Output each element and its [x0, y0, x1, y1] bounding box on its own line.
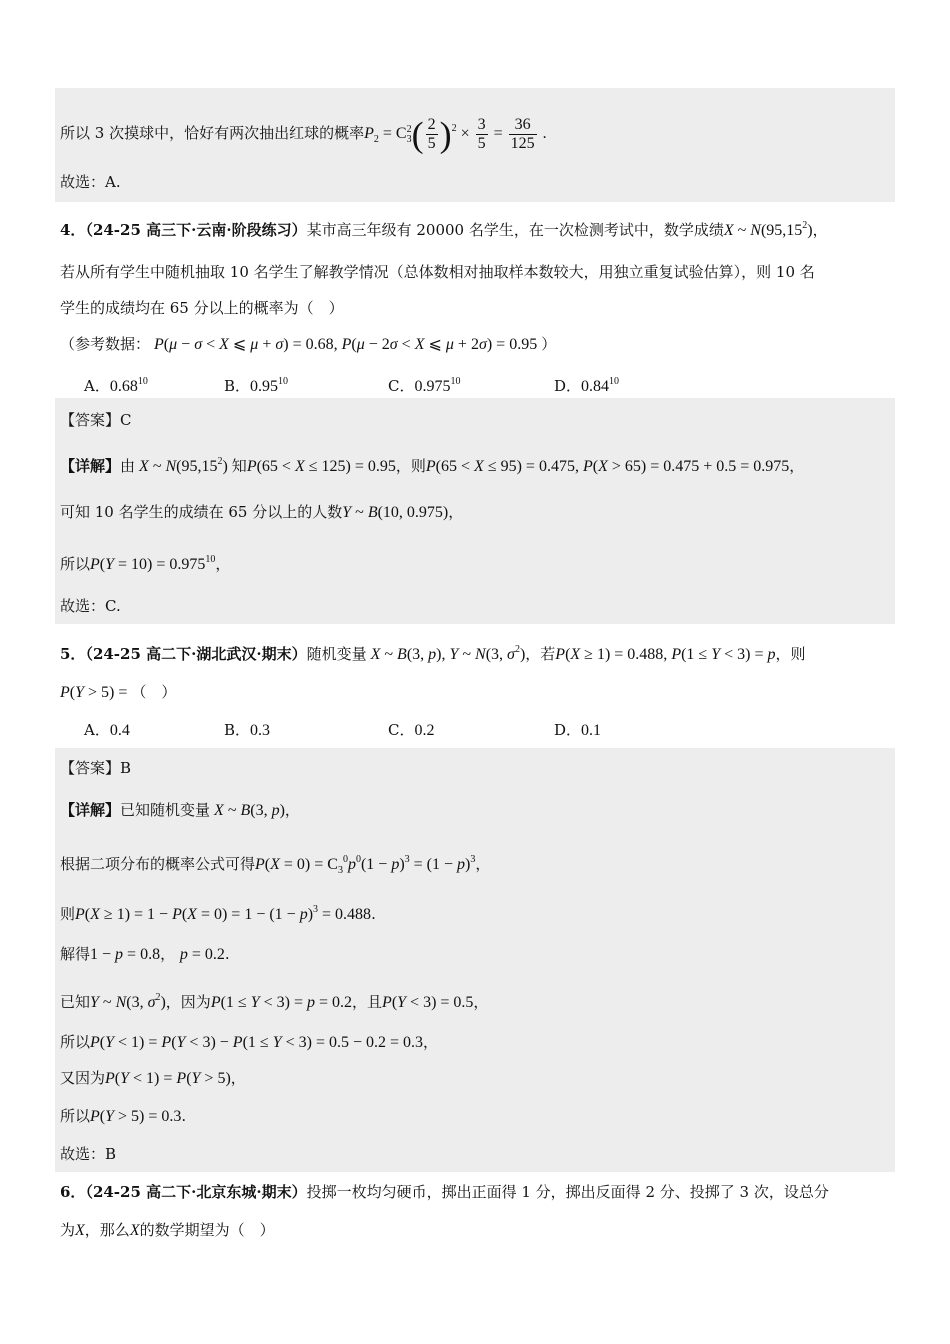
q5-detail-line6: 所以P(Y < 1) = P(Y < 3) − P(1 ≤ Y < 3) = 0.5 − 0.2 = 0.3， — [60, 1033, 439, 1051]
q6-stem-line1: 6．（24-25 高二下·北京东城·期末）投掷一枚均匀硬币，掷出正面得 1 分，掷出反面得 2 分、投掷了 3 次，设总分 — [60, 1183, 829, 1201]
q6-stem-line2: 为X，那么X的数学期望为（ ） — [60, 1221, 275, 1239]
q5-detail-line4: 解得1 − p = 0.8， p = 0.2. — [60, 945, 230, 963]
q5-option-c[interactable]: C．0.2 — [388, 721, 435, 739]
q4-option-c[interactable]: C．0.975$^{10}$ — [388, 376, 461, 395]
q4-choice: 故选：C. — [60, 597, 121, 615]
q4-answer: 【答案】C — [60, 411, 132, 429]
q5-stem-line1: 5．（24-25 高二下·湖北武汉·期末）随机变量 X ~ B(3, p), Y ~ N(3, $\sigma^2$)，若P(X ≥ 1) = 0.488, P(1 ≤ Y < 3) = p，则 — [60, 644, 806, 663]
q5-detail-line5: 已知Y ~ N(3, $\sigma^2$)，因为P(1 ≤ Y < 3) = p = 0.2，且P(Y < 3) = 0.5， — [60, 992, 489, 1011]
q4-option-d[interactable]: D．0.84$^{10}$ — [554, 376, 620, 395]
q4-source: （24-25 高三下·云南·阶段练习） — [85, 221, 307, 239]
q5-option-d[interactable]: D．0.1 — [554, 721, 602, 739]
q5-choice: 故选：B — [60, 1145, 117, 1163]
q4-stem-line1: 4．（24-25 高三下·云南·阶段练习）某市高三年级有 20000 名学生，在一次检测考试中，数学成绩X ~ N(95,15$^2$)， — [60, 220, 828, 239]
q4-stem-line2: 若从所有学生中随机抽取 10 名学生了解教学情况（总体数相对抽取样本数较大，用独立重复试验估算），则 10 名 — [60, 263, 815, 281]
q4-option-b[interactable]: B．0.95$^{10}$ — [224, 376, 289, 395]
q5-source: （24-25 高二下·湖北武汉·期末） — [85, 645, 307, 663]
q3-probability-line: 所以 3 次摸球中，恰好有两次抽出红球的概率$P_2 = C$ 2 3 ( $\frac{2}{5}$ )$^2$ × $\frac{3}{5}$ = $\frac{36}{125}$ . — [60, 114, 547, 155]
q5-option-a[interactable]: A．0.4 — [84, 721, 130, 739]
q5-answer: 【答案】B — [60, 759, 132, 777]
q4-detail-line2: 可知 10 名学生的成绩在 65 分以上的人数Y ~ B(10, 0.975)， — [60, 503, 464, 521]
q4-option-a[interactable]: A．0.68$^{10}$ — [84, 376, 148, 395]
q5-detail-line7: 又因为P(Y < 1) = P(Y > 5)， — [60, 1069, 246, 1087]
q5-detail-line2: 根据二项分布的概率公式可得$P(X = 0) = C_3^0p^0(1 - p)^3 = (1 - p)^3$， — [60, 854, 491, 876]
q5-detail-line1: 【详解】已知随机变量 X ~ B(3, p)， — [60, 801, 300, 819]
q5-stem-line2: P(Y > 5) = （ ） — [60, 683, 177, 701]
q5-option-b[interactable]: B．0.3 — [224, 721, 271, 739]
q6-source: （24-25 高二下·北京东城·期末） — [85, 1183, 307, 1201]
q4-detail-line1: 【详解】由 X ~ N(95,15$^2$) 知P(65 < X ≤ 125) = 0.95，则P(65 < X ≤ 95) = 0.475, P(X > 65) = 0.475 + 0.5 = 0.975， — [60, 456, 805, 475]
q3-choice: 故选：A. — [60, 173, 121, 191]
q4-stem-line3: 学生的成绩均在 65 分以上的概率为（ ） — [60, 299, 344, 317]
q3-formula: $P_2 = C$ 2 3 ( $\frac{2}{5}$ )$^2$ × $\frac{3}{5}$ = $\frac{36}{125}$ . — [364, 114, 547, 155]
q5-detail-line8: 所以P(Y > 5) = 0.3. — [60, 1107, 187, 1125]
q4-detail-line3: 所以$P(Y = 10) = 0.975^{10}$， — [60, 554, 231, 573]
q4-reference-data: （参考数据： P(μ − σ < X ⩽ μ + σ) = 0.68, P(μ − 2σ < X ⩽ μ + 2σ) = 0.95 ） — [60, 335, 557, 353]
q4-distribution: X ~ N(95,15$^2$) — [723, 220, 813, 239]
q5-detail-line3: 则$P(X \ge 1) = 1 - P(X = 0) = 1 - (1 - p)^3 = 0.488$. — [60, 904, 376, 923]
